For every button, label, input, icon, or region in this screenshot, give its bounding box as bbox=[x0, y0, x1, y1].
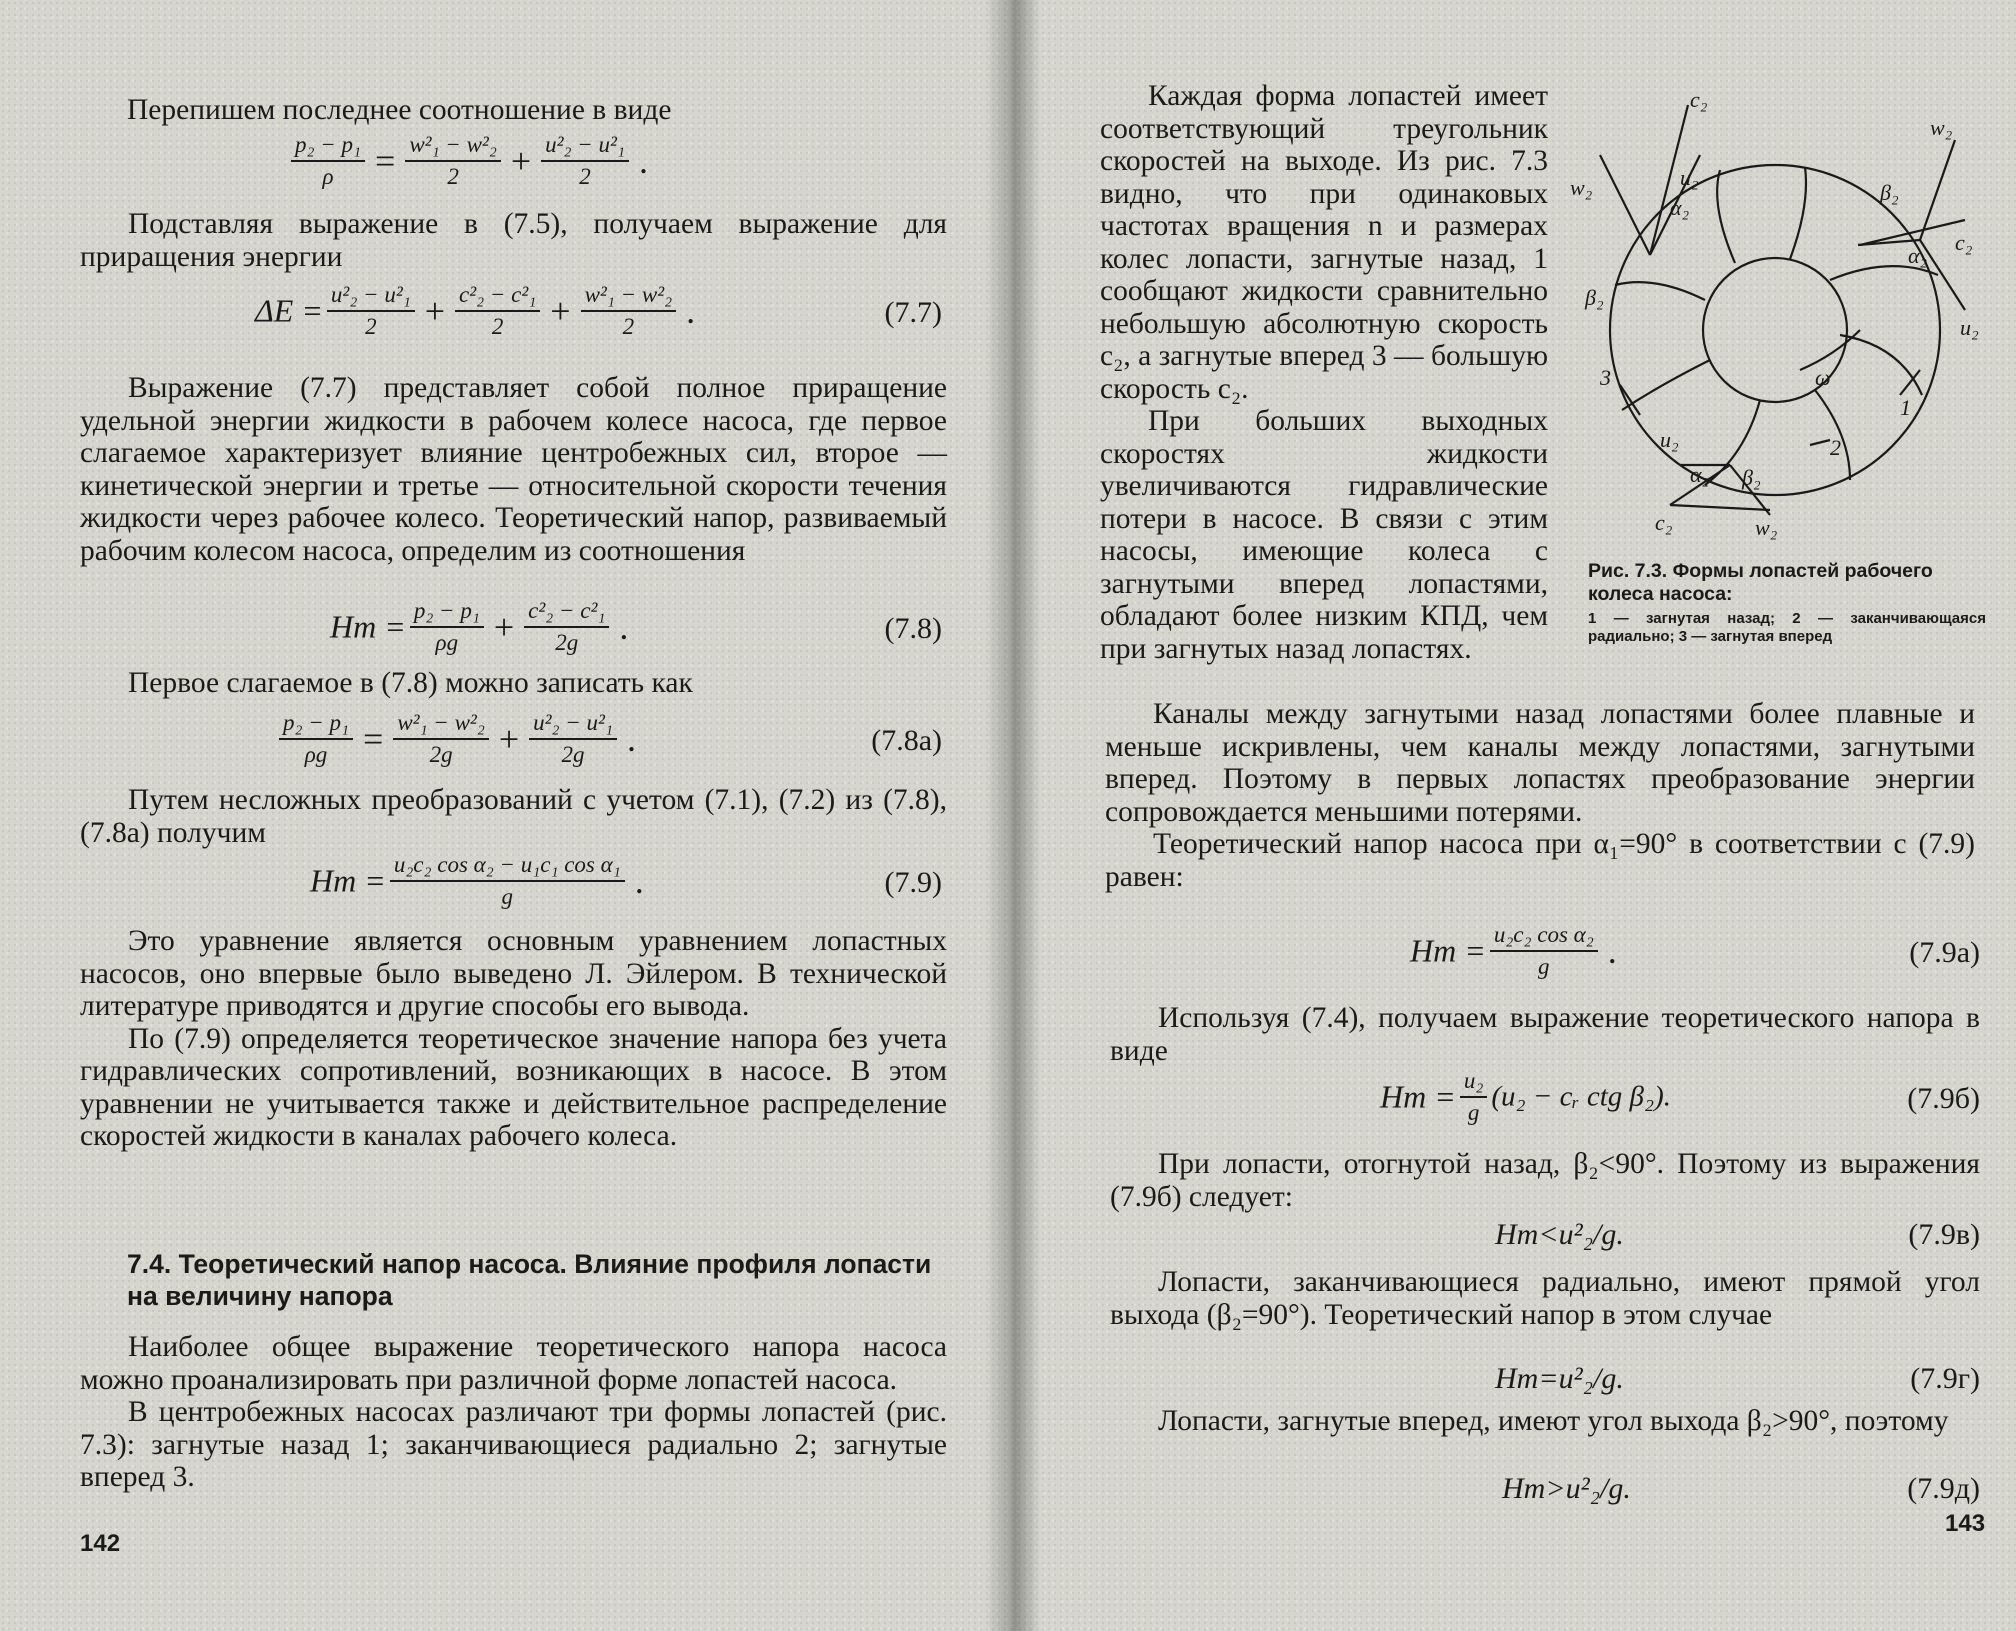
equation-number: (7.9д) bbox=[1907, 1472, 1980, 1505]
equation-number: (7.9б) bbox=[1907, 1082, 1980, 1115]
paragraph: Выражение (7.7) представляет собой полное приращение удельной энергии жидкости в рабочем колесе насоса, где первое слагаемое характеризует влияние центробежных сил, второе — кинетической энергии и третье — относительной скорости течения жидкости через рабочее колесо. Теоретический напор, развиваемый рабочим колесом насоса, определим из соотношения bbox=[80, 372, 947, 567]
equation-number: (7.8) bbox=[884, 612, 942, 645]
equation-7-7: ΔE = $\frac{\text{u²₂ − u²₁}}{2}$ + $\frac{\text{c²₂ − c²₁}}{2}$ + $\frac{\text{w²₁ − w²₂}}{2}$ . (7.7) bbox=[255, 282, 942, 339]
label-u2: u₂ bbox=[1680, 165, 1699, 190]
paragraph: При лопасти, отогнутой назад, β₂<90°. Поэтому из выражения (7.9б) следует: bbox=[1110, 1148, 1980, 1213]
velocity-vector-w2-top bbox=[1600, 155, 1650, 255]
fraction: $\frac{\text{u₂c₂ cos α₂ − u₁c₁ cos α₁}}{g}$ bbox=[390, 852, 625, 910]
velocity-vector-bottom-base bbox=[1670, 505, 1770, 510]
label-omega: ω bbox=[1815, 365, 1831, 390]
paragraph: Используя (7.4), получаем выражение теоретического напора в виде bbox=[1110, 1002, 1980, 1067]
blade bbox=[1830, 266, 1938, 280]
fraction: $\frac{\text{w²₁ − w²₂}}{2}$ bbox=[581, 282, 677, 340]
label-u2: u₂ bbox=[1960, 315, 1979, 340]
section-heading: 7.4. Теоретический напор насоса. Влияние профиля лопасти на величину напора bbox=[127, 1249, 932, 1311]
paragraph: Первое слагаемое в (7.8) можно записать как bbox=[128, 667, 693, 699]
label-1: 1 bbox=[1900, 395, 1911, 420]
paragraph: Каналы между загнутыми назад лопастями более плавные и меньше искривлены, чем каналы между лопастями, загнутыми вперед. Поэтому в первых лопастях преобразование энергии сопровождается меньшими потерями. Теоретический напор насоса при α₁=90° в соответствии с (7.9) равен: bbox=[1105, 698, 1975, 893]
page-number: 142 bbox=[80, 1530, 121, 1557]
label-alpha2: α₂ bbox=[1690, 462, 1710, 487]
fraction: $\frac{\text{u²₂ − u²₁}}{2g}$ bbox=[529, 710, 617, 768]
fraction: $\frac{\text{c²₂ − c²₁}}{2g}$ bbox=[524, 598, 609, 656]
equation-7-8: Hт = $\frac{\text{p₂ − p₁}}{\rho g}$ + $\frac{\text{c²₂ − c²₁}}{2g}$ . (7.8) bbox=[330, 598, 942, 655]
fraction: $\frac{\text{u²₂ − u²₁}}{2}$ bbox=[327, 282, 415, 340]
right-page: Каждая форма лопастей имеет соответствующий треугольник скоростей на выходе. Из рис. 7.3 видно, что при одинаковых частотах вращения n и размерах колес лопасти, загнутые назад, 1 сообщают жидкости сравнительно небольшую абсолютную скорость c₂, а загнутые вперед 3 — большую скорость c₂. При больших выходных скоростях жидкости увеличиваются гидравлические потери в насосе. В связи с этим насосы, имеющие колеса с загнутыми вперед лопастями, обладают более низким КПД, чем при загнутых назад лопастях. c₂ w₂ u₂ α₂ β₂ w₂ β₂ c₂ α₂ u₂ ω 1 2 3 u₂ α₂ β₂ c₂ w₂ Рис. 7.3. Формы лопастей рабочего колеса насоса: 1 — загнутая назад; 2 — заканчивающаяся радиально; 3 — загнутая вперед Каналы между загнутыми назад лопастями более плавные и меньше искривлены, чем каналы между лопастями, загнутыми вперед. Поэтому в первых лопастях преобразование энергии сопровождается меньшими потерями. Теоретический напор насоса при α₁=90° в соответствии с (7.9) равен: Hт = $\frac{\text{u₂c₂ cos α₂}}{g}$ . (7.9а) Используя (7.4), получаем выражение теоретического напора в виде Hт = $\frac{\text{u₂}}{g}$ (u₂ − cᵣ ctg β₂). (7.9б) При лопасти, отогнутой назад, β₂<90°. Поэтому из выражения (7.9б) следует: Hт<u²₂/g. (7.9в) Лопасти, заканчивающиеся радиально, имеют прямой угол выхода (β₂=90°). Теоретический напор в этом случае Hт=u²₂/g. (7.9г) Лопасти, загнутые вперед, имеют угол выхода β₂>90°, поэтому Hт>u²₂/g. (7.9д) 143 bbox=[1010, 0, 2016, 1631]
fraction: $\frac{\text{p₂ − p₁}}{\rho g}$ bbox=[410, 598, 484, 656]
equation-number: (7.7) bbox=[884, 296, 942, 329]
equation-number: (7.9в) bbox=[1908, 1218, 1980, 1251]
rotation-arrow bbox=[1800, 330, 1860, 370]
equation-7-9: Hт = $\frac{\text{u₂c₂ cos α₂ − u₁c₁ cos α₁}}{g}$ . (7.9) bbox=[310, 852, 942, 909]
label-w2: w₂ bbox=[1570, 175, 1593, 200]
equation-7-8a: $\frac{\text{p₂ − p₁}}{\rho g}$ = $\frac{\text{w²₁ − w²₂}}{2g}$ + $\frac{\text{u²₂ − u²₁}}{2g}$ . (7.8а) bbox=[80, 710, 942, 774]
paragraph: Перепишем последнее соотношение в виде bbox=[127, 94, 672, 126]
label-2: 2 bbox=[1830, 435, 1841, 460]
label-beta2: β₂ bbox=[1585, 285, 1604, 310]
label-leader bbox=[1810, 440, 1830, 445]
equation-number: (7.9а) bbox=[1909, 936, 1980, 969]
label-c2: c₂ bbox=[1690, 87, 1708, 112]
fraction: $\frac{\text{c²₂ − c²₁}}{2}$ bbox=[455, 282, 540, 340]
impeller-figure bbox=[1560, 85, 1980, 545]
fraction: $\frac{\text{u₂}}{g}$ bbox=[1460, 1068, 1488, 1126]
equation-number: (7.9) bbox=[884, 866, 942, 899]
equation-number: (7.9г) bbox=[1910, 1362, 1980, 1395]
label-c2: c₂ bbox=[1955, 230, 1973, 255]
paragraph: Путем несложных преобразований с учетом (7.1), (7.2) из (7.8), (7.8а) получим bbox=[80, 784, 947, 849]
book-spine-gutter bbox=[985, 0, 1040, 1631]
paragraph: Лопасти, загнутые вперед, имеют угол выхода β₂>90°, поэтому bbox=[1158, 1405, 1949, 1437]
paragraph: Каждая форма лопастей имеет соответствующий треугольник скоростей на выходе. Из рис. 7.3 видно, что при одинаковых частотах вращения n и размерах колес лопасти, загнутые назад, 1 сообщают жидкости сравнительно небольшую абсолютную скорость c₂, а загнутые вперед 3 — большую скорость c₂. При больших выходных скоростях жидкости увеличиваются гидравлические потери в насосе. В связи с этим насосы, имеющие колеса с загнутыми вперед лопастями, обладают более низким КПД, чем при загнутых назад лопастях. bbox=[1100, 80, 1548, 665]
equation-7-9a: Hт = $\frac{\text{u₂c₂ cos α₂}}{g}$ . (7.9а) bbox=[1410, 922, 1980, 979]
fraction: $\frac{\text{u₂c₂ cos α₂}}{g}$ bbox=[1490, 922, 1598, 980]
equation-number: (7.8а) bbox=[871, 724, 942, 757]
label-beta2: β₂ bbox=[1880, 180, 1899, 205]
page-number: 143 bbox=[1945, 1510, 1986, 1537]
label-c2: c₂ bbox=[1655, 510, 1673, 535]
equation-unnumbered: $\frac{\text{p₂ − p₁}}{\rho}$ = $\frac{\text{w²₁ − w²₂}}{2}$ + $\frac{\text{u²₂ − u²₁}}{2}$ . bbox=[127, 132, 947, 196]
figure-caption bbox=[1588, 560, 1986, 646]
fraction: $\frac{\text{p₂ − p₁}}{\rho g}$ bbox=[279, 710, 353, 768]
blade bbox=[1790, 167, 1806, 259]
label-w2: w₂ bbox=[1755, 515, 1778, 540]
blade bbox=[1840, 335, 1922, 395]
caption-title: Рис. 7.3. Формы лопастей рабочего колеса насоса: bbox=[1588, 560, 1933, 605]
velocity-vector-w2-right bbox=[1920, 140, 1955, 240]
equation-7-9b: Hт = $\frac{\text{u₂}}{g}$ (u₂ − cᵣ ctg β₂). (7.9б) bbox=[1380, 1068, 1980, 1125]
label-3: 3 bbox=[1600, 365, 1611, 390]
paragraph: Лопасти, заканчивающиеся радиально, имеют прямой угол выхода (β₂=90°). Теоретический напор в этом случае bbox=[1110, 1266, 1980, 1331]
label-alpha2: α₂ bbox=[1908, 243, 1928, 268]
paragraph: Подставляя выражение в (7.5), получаем выражение для приращения энергии bbox=[80, 208, 947, 273]
caption-legend: 1 — загнутая назад; 2 — заканчивающаяся радиально; 3 — загнутая вперед bbox=[1588, 610, 1986, 645]
fraction: $\frac{\text{w²₁ − w²₂}}{2}$ bbox=[405, 132, 501, 190]
label-beta2: β₂ bbox=[1742, 465, 1761, 490]
blade bbox=[1717, 170, 1735, 263]
blade bbox=[1622, 360, 1710, 410]
label-w2: w₂ bbox=[1930, 115, 1953, 140]
fraction: $\frac{\text{u²₂ − u²₁}}{2}$ bbox=[541, 132, 629, 190]
blade bbox=[1615, 282, 1705, 300]
paragraph: Это уравнение является основным уравнением лопастных насосов, оно впервые было выведено Л. Эйлером. В технической литературе приводятся и другие способы его вывода. По (7.9) определяется теоретическое значение напора без учета гидравлических сопротивлений, возникающих в насосе. В этом уравнении не учитывается также и действительное распределение скоростей жидкости в каналах рабочего колеса. bbox=[80, 925, 947, 1152]
label-u2: u₂ bbox=[1660, 427, 1679, 452]
paragraph: Наиболее общее выражение теоретического напора насоса можно проанализировать при различной форме лопастей насоса. В центробежных насосах различают три формы лопастей (рис. 7.3): загнутые назад 1; заканчивающиеся радиально 2; загнутые вперед 3. bbox=[80, 1331, 947, 1493]
fraction: $\frac{\text{p₂ − p₁}}{\rho}$ bbox=[291, 132, 365, 190]
fraction: $\frac{\text{w²₁ − w²₂}}{2g}$ bbox=[393, 710, 489, 768]
label-alpha2: α₂ bbox=[1670, 195, 1690, 220]
